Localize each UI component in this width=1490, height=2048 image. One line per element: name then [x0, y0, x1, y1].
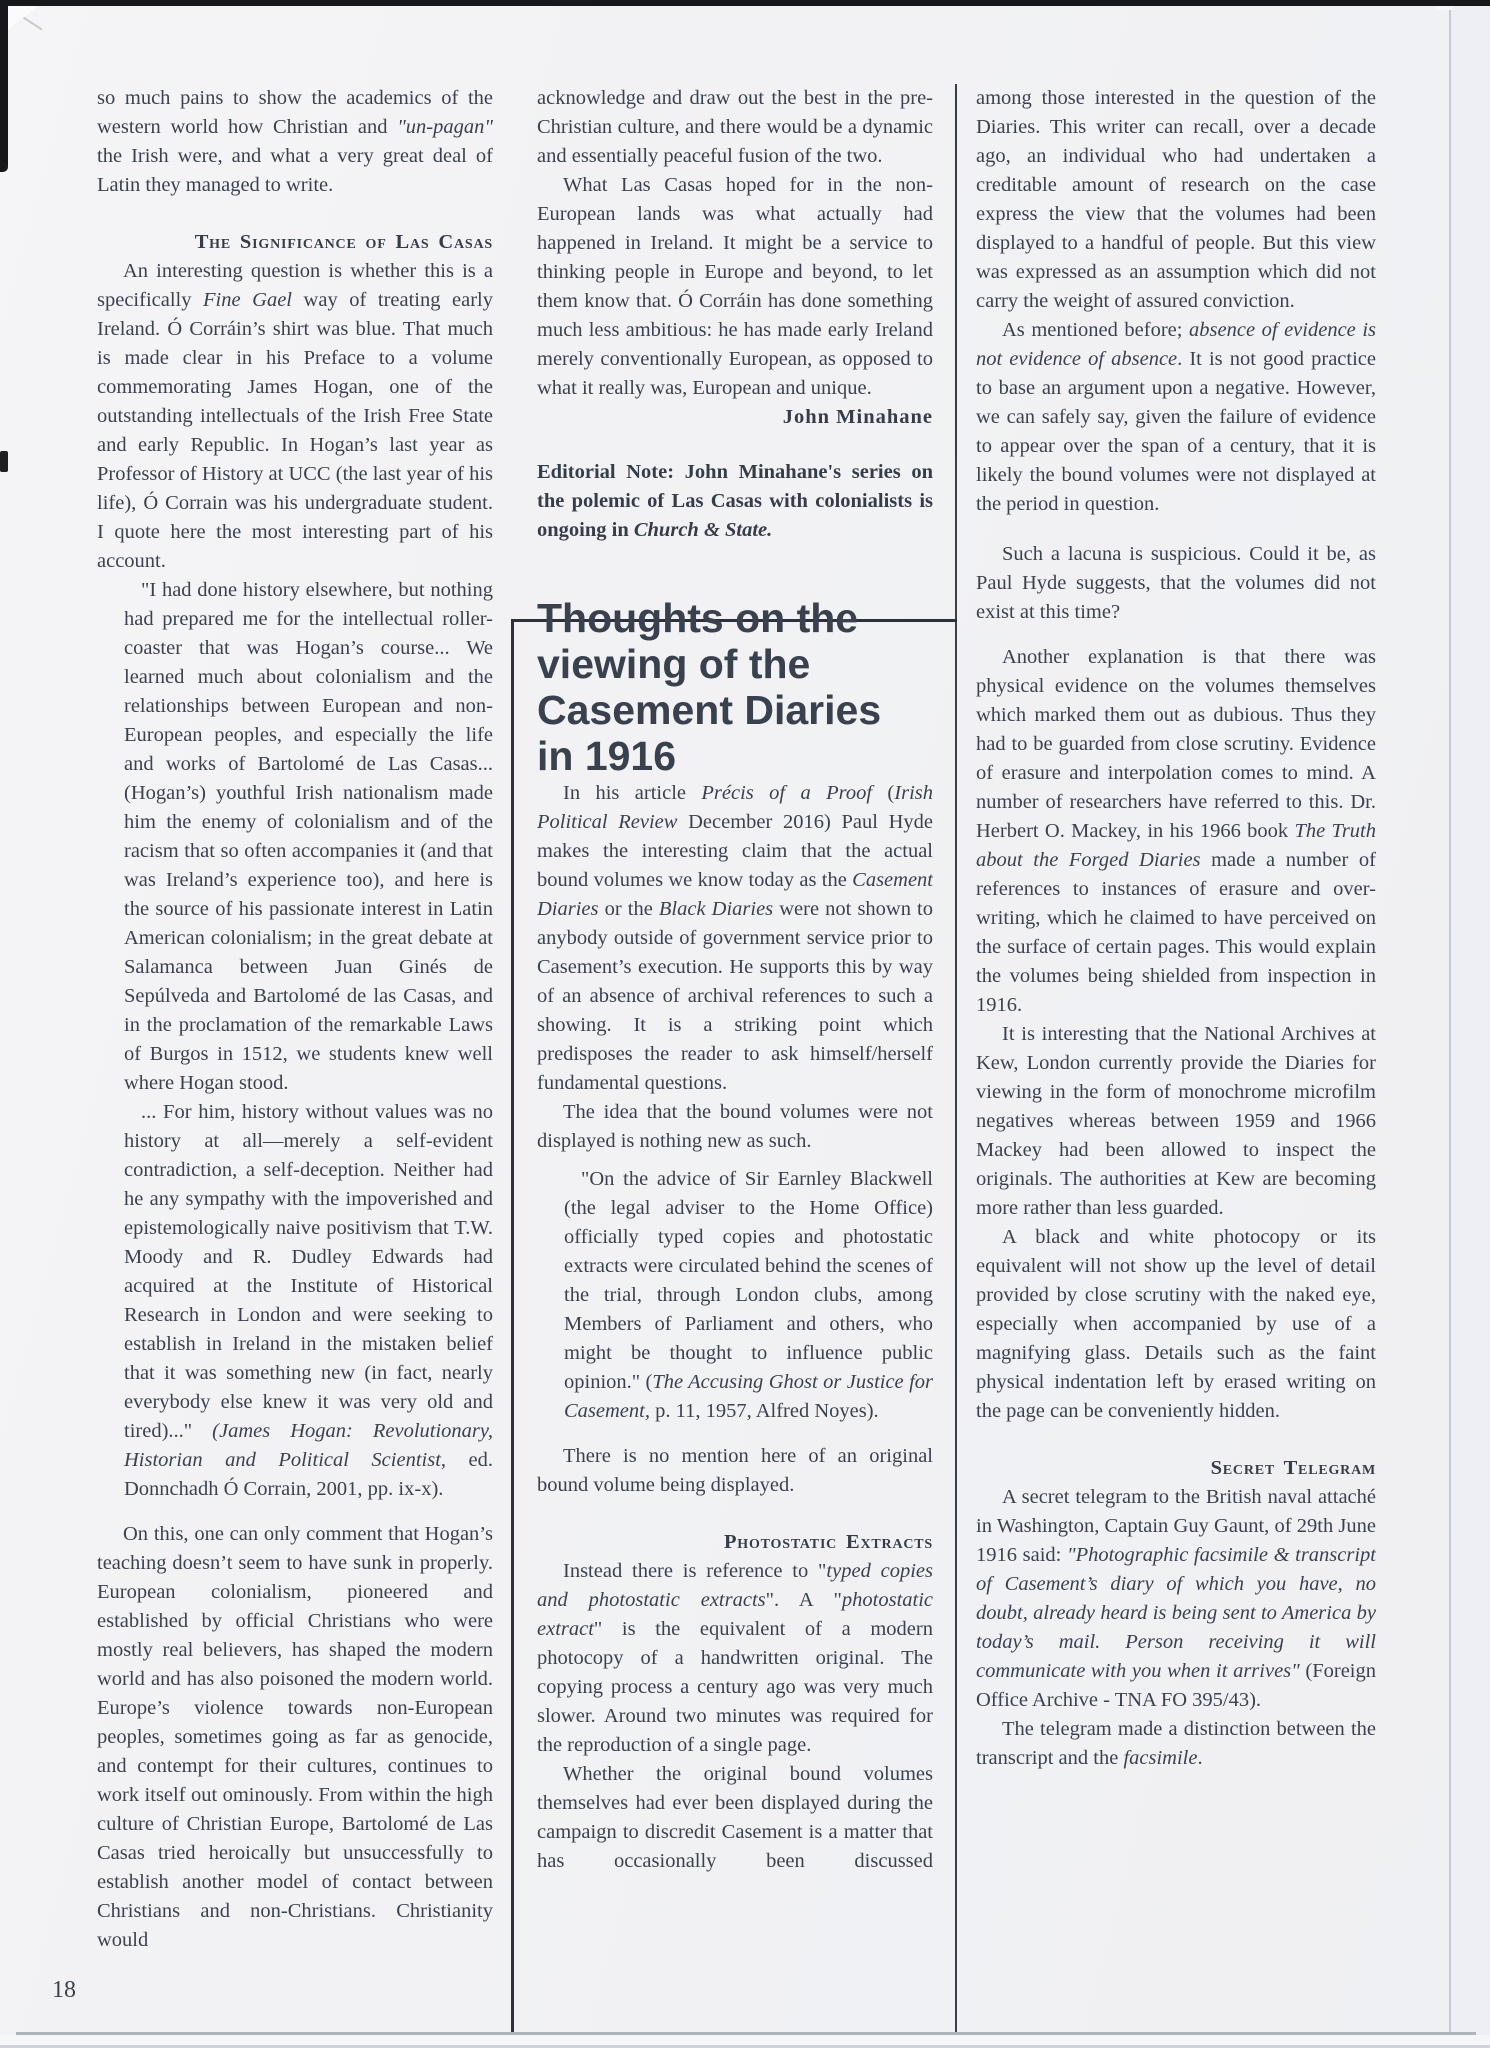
editorial-note: Editorial Note: John Minahane's series on the polemic of Las Casas with colonialists is ongoing in Church & State.: [537, 461, 933, 541]
scan-left-mark: [0, 451, 8, 472]
continued-paragraph: so much pains to show the academics of the western world how Christian and "un-pagan" the Irish were, and what a very great deal of Latin they managed to write.: [97, 87, 493, 196]
section-heading-secret-telegram: Secret Telegram: [1210, 1457, 1376, 1479]
paragraph: There is no mention here of an original bound volume being displayed.: [537, 1445, 933, 1496]
paragraph: Instead there is reference to "typed copies and photostatic extracts". A "photostatic extract" is the equivalent of a modern photocopy of a handwritten original. The copying process a century ago was very much slower. Around two minutes was required for the reproduction of a single page.: [537, 1560, 933, 1756]
page-number: 18: [52, 1977, 76, 2003]
right-column: [976, 84, 1376, 2034]
page-corner-fold: [8, 6, 38, 30]
paragraph: Whether the original bound volumes themselves had ever been displayed during the campaign to discredit Casement is a matter that has occasionally been discussed: [537, 1763, 933, 1872]
paragraph: A secret telegram to the British naval attaché in Washington, Captain Guy Gaunt, of 29th June 1916 said: "Photographic facsimile & transcript of Casement’s diary of which you have, no doubt, already heard is being sent to America by today’s mail. Person receiving it will communicate with you when it arrives" (Foreign Office Archive - TNA FO 395/43).: [976, 1486, 1376, 1711]
paragraph: An interesting question is whether this is a specifically Fine Gael way of treating early Ireland. Ó Corráin’s shirt was blue. That much is made clear in his Preface to a volume commemorating James Hogan, one of the outstanding intellectuals of the Irish Free State and early Republic. In Hogan’s last year as Professor of History at UCC (the last year of his life), Ó Corrain was his undergraduate student. I quote here the most interesting part of his account.: [97, 260, 493, 572]
scan-top-edge: [0, 0, 1490, 6]
article-title: Thoughts on the viewing of the Casement Diaries in 1916: [537, 595, 882, 779]
paragraph: It is interesting that the National Archives at Kew, London currently provide the Diaries for viewing in the form of monochrome microfilm negatives whereas between 1959 and 1966 Mackey had been allowed to inspect the originals. The authorities at Kew are becoming more rather than less guarded.: [976, 1023, 1376, 1219]
paragraph: The telegram made a distinction between the transcript and the facsimile.: [976, 1718, 1376, 1769]
paragraph: ... For him, history without values was no history at all—merely a self-evident contradiction, a self-deception. Neither had he any sympathy with the impoverished and epistemologically naive positivism that T.W. Moody and R. Dudley Edwards had acquired at the Institute of Historical Research in London and were seeking to establish in Ireland in the mistaken belief that it was something new (in fact, nearly everybody else knew it was very old and tired)..." (James Hogan: Revolutionary, Historian and Political Scientist, ed. Donnchadh Ó Corrain, 2001, pp. ix-x).: [124, 1101, 493, 1500]
continued-paragraph: acknowledge and draw out the best in the pre-Christian culture, and there would be a dynamic and essentially peaceful fusion of the two.: [537, 87, 933, 167]
paragraph: Another explanation is that there was physical evidence on the volumes themselves which marked them out as dubious. Thus they had to be guarded from close scrutiny. Evidence of erasure and interpolation comes to mind. A number of researchers have referred to this. Dr. Herbert O. Mackey, in his 1966 book The Truth about the Forged Diaries made a number of references to instances of erasure and over-writing, which he claimed to have perceived on the surface of certain pages. This would explain the volumes being shielded from inspection in 1916.: [976, 646, 1376, 1016]
scan-left-edge: [0, 0, 8, 172]
continued-paragraph: among those interested in the question of the Diaries. This writer can recall, over a decade ago, an individual who had undertaken a creditable amount of research on the case express the view that the volumes had been displayed to a handful of people. But this view was expressed as an assumption which did not carry the weight of assured conviction.: [976, 87, 1376, 312]
left-column: [97, 84, 493, 2034]
paragraph: As mentioned before; absence of evidence is not evidence of absence. It is not good practice to base an argument upon a negative. However, we can safely say, given the failure of evidence to appear over the span of a century, that it is likely the bound volumes were not displayed at the period in question.: [976, 319, 1376, 515]
section-heading-photostatic-extracts: Photostatic Extracts: [723, 1531, 933, 1553]
paragraph: "On the advice of Sir Earnley Blackwell (the legal adviser to the Home Office) officially typed copies and photostatic extracts were circulated behind the scenes of the trial, through London clubs, among Members of Parliament and others, who might be thought to influence public opinion." (The Accusing Ghost or Justice for Casement, p. 11, 1957, Alfred Noyes).: [564, 1168, 933, 1422]
paragraph: What Las Casas hoped for in the non-European lands was what actually had happened in Ireland. It might be a service to thinking people in Europe and beyond, to let them know that. Ó Corráin has done something much less ambitious: he has made early Ireland merely conventionally European, as opposed to what it really was, European and unique.: [537, 174, 933, 399]
paragraph: Such a lacuna is suspicious. Could it be, as Paul Hyde suggests, that the volumes did not exist at this time?: [976, 543, 1376, 623]
author-byline: John Minahane: [782, 406, 933, 428]
paragraph: On this, one can only comment that Hogan’s teaching doesn’t seem to have sunk in properly. European colonialism, pioneered and established by official Christians who were mostly real believers, has shaped the modern world and has also poisoned the modern world. Europe’s violence towards non-European peoples, sometimes going as far as genocide, and contempt for their cultures, continues to work itself out ominously. From within the high culture of Christian Europe, Bartolomé de Las Casas tried heroically but unsuccessfully to establish another model of contact between Christians and non-Christians. Christianity would: [97, 1523, 493, 1951]
column-divider: [955, 84, 957, 2034]
paragraph: A black and white photocopy or its equivalent will not show up the level of detail provided by close scrutiny with the naked eye, especially when accompanied by use of a magnifying glass. Details such as the faint physical indentation left by erased writing on the page can be conveniently hidden.: [976, 1226, 1376, 1422]
paragraph: The idea that the bound volumes were not displayed is nothing new as such.: [537, 1101, 933, 1152]
scanner-margin-right: [1451, 0, 1490, 2048]
paragraph: In his article Précis of a Proof (Irish Political Review December 2016) Paul Hyde makes the interesting claim that the actual bound volumes we know today as the Casement Diaries or the Black Diaries were not shown to anybody outside of government service prior to Casement’s execution. He supports this by way of an absence of archival references to such a showing. It is a striking point which predisposes the reader to ask himself/herself fundamental questions.: [537, 782, 933, 1094]
paragraph: "I had done history elsewhere, but nothing had prepared me for the intellectual roller-coaster that was Hogan’s course... We learned much about colonialism and the relationships between European and non-European peoples, and especially the life and works of Bartolomé de Las Casas... (Hogan’s) youthful Irish nationalism made him the enemy of colonialism and of the racism that so often accompanies it (and that was Ireland’s experience too), and here is the source of his passionate interest in Latin American colonialism; in the great debate at Salamanca between Juan Ginés de Sepúlveda and Bartolomé de las Casas, and in the proclamation of the remarkable Laws of Burgos in 1512, we students knew well where Hogan stood.: [124, 579, 493, 1094]
section-heading-las-casas: The Significance of Las Casas: [194, 231, 493, 253]
middle-column: [537, 84, 933, 2034]
page-right-edge: [1449, 4, 1451, 2035]
article-box-border-left: [511, 619, 514, 2033]
